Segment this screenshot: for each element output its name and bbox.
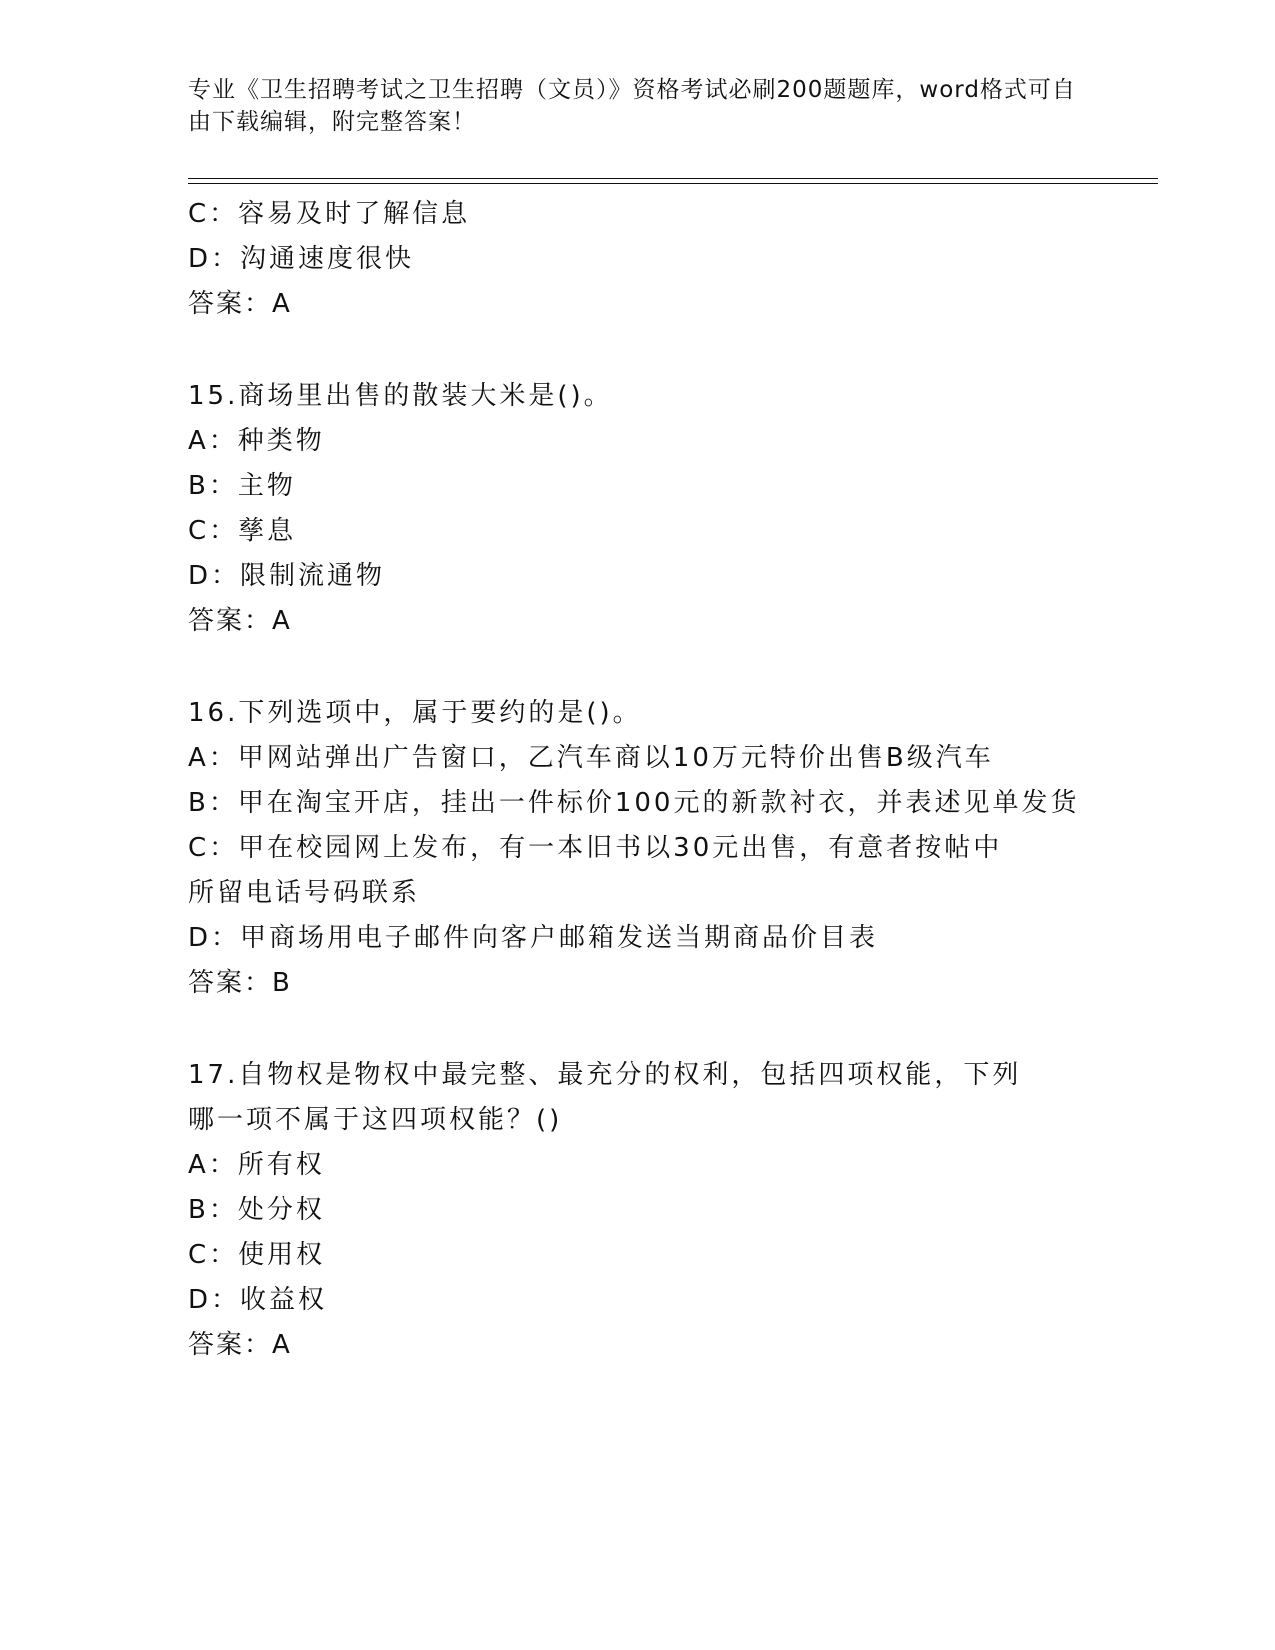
question-text: 15.商场里出售的散装大米是()。 xyxy=(188,381,613,411)
question-block-14 xyxy=(188,192,1088,327)
option-b: B：主物 xyxy=(188,471,296,501)
answer-line: 答案：B xyxy=(188,968,292,998)
answer-line: 答案：A xyxy=(188,289,292,319)
document-header: 专业《卫生招聘考试之卫生招聘（文员）》资格考试必刷200题题库，word格式可自由下载编辑，附完整答案！ xyxy=(188,77,1076,135)
option-c: C：甲在校园网上发布，有一本旧书以30元出售，有意者按帖中所留电话号码联系 xyxy=(188,833,1003,908)
spacer xyxy=(188,327,1088,374)
option-b: B：处分权 xyxy=(188,1195,325,1225)
option-d: D：沟通速度很快 xyxy=(188,244,415,274)
option-a: A：种类物 xyxy=(188,426,325,456)
option-b: B：甲在淘宝开店，挂出一件标价100元的新款衬衣，并表述见单发货 xyxy=(188,788,1080,818)
option-a: A：所有权 xyxy=(188,1150,325,1180)
question-block-16 xyxy=(188,691,1088,1006)
option-c: C：使用权 xyxy=(188,1240,326,1270)
question-text: 16.下列选项中，属于要约的是()。 xyxy=(188,698,642,728)
question-block-17 xyxy=(188,1053,1088,1368)
answer-line: 答案：A xyxy=(188,1330,292,1360)
question-list xyxy=(188,192,1088,1368)
option-d: D：限制流通物 xyxy=(188,561,386,591)
spacer xyxy=(188,1006,1088,1053)
option-d: D：收益权 xyxy=(188,1285,328,1315)
option-a: A：甲网站弹出广告窗口，乙汽车商以10万元特价出售B级汽车 xyxy=(188,743,994,773)
answer-line: 答案：A xyxy=(188,606,292,636)
question-block-15 xyxy=(188,374,1088,644)
option-d: D：甲商场用电子邮件向客户邮箱发送当期商品价目表 xyxy=(188,923,879,953)
spacer xyxy=(188,644,1088,691)
option-c: C：容易及时了解信息 xyxy=(188,199,471,229)
header-rule-bottom xyxy=(188,183,1158,184)
option-c: C：孳息 xyxy=(188,516,297,546)
header-rule-top xyxy=(188,178,1158,179)
question-text: 17.自物权是物权中最完整、最充分的权利，包括四项权能，下列哪一项不属于这四项权能？() xyxy=(188,1060,1022,1135)
